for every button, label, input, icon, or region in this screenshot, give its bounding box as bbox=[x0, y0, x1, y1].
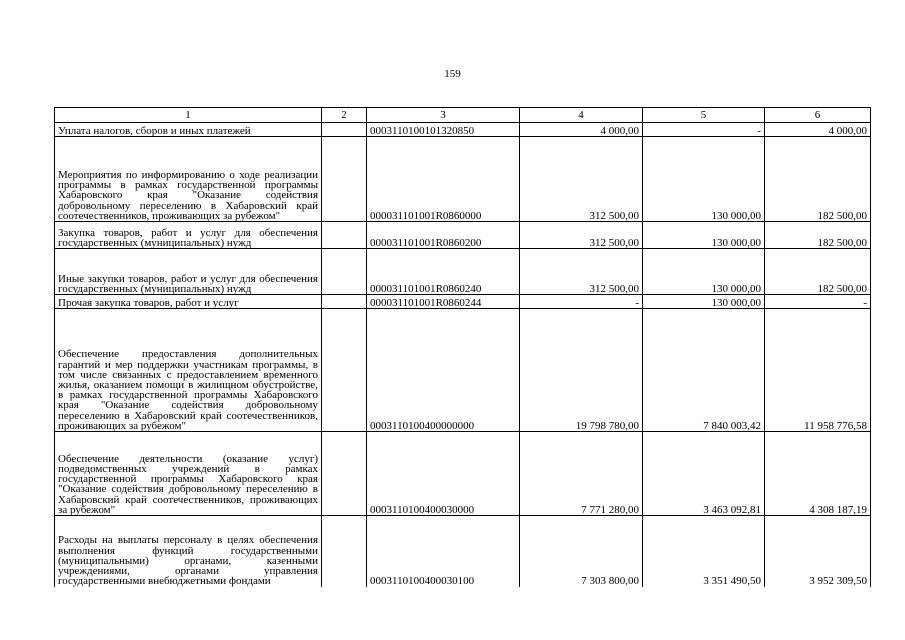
row-value-4: 312 500,00 bbox=[520, 222, 643, 249]
row-code: 000031101001R0860000 bbox=[367, 137, 520, 222]
row-name: Закупка товаров, работ и услуг для обеспечения государственных (муниципальных) нужд bbox=[55, 222, 322, 249]
row-value-6: - bbox=[765, 295, 871, 309]
row-value-4: 19 798 780,00 bbox=[520, 309, 643, 432]
table-row bbox=[55, 309, 871, 432]
row-code: 0003110100400030000 bbox=[367, 432, 520, 516]
row-value-5: 3 463 092,81 bbox=[643, 432, 765, 516]
row-col2 bbox=[322, 432, 367, 516]
row-code: 000031101001R0860240 bbox=[367, 249, 520, 295]
row-code: 000031101001R0860244 bbox=[367, 295, 520, 309]
row-col2 bbox=[322, 137, 367, 222]
row-value-5: - bbox=[643, 123, 765, 137]
row-value-5: 7 840 003,42 bbox=[643, 309, 765, 432]
row-name: Мероприятия по информированию о ходе реализации программы в рамках государственной программы Хабаровского края "Оказание содействия добровольному переселению в Хабаровский край соотечественников, проживающих за рубежом" bbox=[55, 137, 322, 222]
row-value-6: 4 308 187,19 bbox=[765, 432, 871, 516]
column-header: 4 bbox=[520, 108, 643, 123]
table-row bbox=[55, 222, 871, 249]
header-row bbox=[55, 108, 871, 123]
table-row bbox=[55, 516, 871, 587]
row-name: Обеспечение предоставления дополнительных гарантий и мер поддержки участникам программы, в том числе связанных с предоставлением временного жилья, оказанием помощи в жилищном обустройстве, в рамках государственной программы Хабаровского края "Оказание содействия добровольному переселению в Хабаровский край соотечественников, проживающих за рубежом" bbox=[55, 309, 322, 432]
column-header: 2 bbox=[322, 108, 367, 123]
row-value-4: 4 000,00 bbox=[520, 123, 643, 137]
row-name: Обеспечение деятельности (оказание услуг) подведомственных учреждений в рамках государственной программы Хабаровского края "Оказание содействия добровольному переселению в Хабаровский край соотечественников, проживающих за рубежом" bbox=[55, 432, 322, 516]
row-code: 000031101001R0860200 bbox=[367, 222, 520, 249]
row-value-4: 7 303 800,00 bbox=[520, 516, 643, 587]
row-value-5: 130 000,00 bbox=[643, 222, 765, 249]
budget-table bbox=[54, 107, 871, 587]
row-value-4: 312 500,00 bbox=[520, 249, 643, 295]
row-value-6: 3 952 309,50 bbox=[765, 516, 871, 587]
column-header: 5 bbox=[643, 108, 765, 123]
row-name: Иные закупки товаров, работ и услуг для обеспечения государственных (муниципальных) нужд bbox=[55, 249, 322, 295]
row-value-6: 4 000,00 bbox=[765, 123, 871, 137]
row-col2 bbox=[322, 222, 367, 249]
row-code: 0003110100400000000 bbox=[367, 309, 520, 432]
table-row bbox=[55, 249, 871, 295]
row-col2 bbox=[322, 309, 367, 432]
row-col2 bbox=[322, 249, 367, 295]
row-value-5: 130 000,00 bbox=[643, 137, 765, 222]
table-row bbox=[55, 123, 871, 137]
row-value-4: - bbox=[520, 295, 643, 309]
row-col2 bbox=[322, 295, 367, 309]
row-value-6: 182 500,00 bbox=[765, 222, 871, 249]
row-value-5: 130 000,00 bbox=[643, 249, 765, 295]
row-code: 0003110100400030100 bbox=[367, 516, 520, 587]
table-row bbox=[55, 432, 871, 516]
row-value-6: 11 958 776,58 bbox=[765, 309, 871, 432]
row-value-4: 7 771 280,00 bbox=[520, 432, 643, 516]
row-name: Уплата налогов, сборов и иных платежей bbox=[55, 123, 322, 137]
page-number: 159 bbox=[444, 68, 461, 80]
column-header: 1 bbox=[55, 108, 322, 123]
row-name: Прочая закупка товаров, работ и услуг bbox=[55, 295, 322, 309]
row-value-4: 312 500,00 bbox=[520, 137, 643, 222]
row-value-6: 182 500,00 bbox=[765, 249, 871, 295]
row-value-6: 182 500,00 bbox=[765, 137, 871, 222]
row-value-5: 130 000,00 bbox=[643, 295, 765, 309]
column-header: 6 bbox=[765, 108, 871, 123]
row-col2 bbox=[322, 516, 367, 587]
row-code: 0003110100101320850 bbox=[367, 123, 520, 137]
row-name: Расходы на выплаты персоналу в целях обеспечения выполнения функций государственными (муниципальными) органами, казенными учреждениями, органами управления государственными внебюджетными фондами bbox=[55, 516, 322, 587]
row-col2 bbox=[322, 123, 367, 137]
table-row bbox=[55, 137, 871, 222]
table-row bbox=[55, 295, 871, 309]
column-header: 3 bbox=[367, 108, 520, 123]
row-value-5: 3 351 490,50 bbox=[643, 516, 765, 587]
